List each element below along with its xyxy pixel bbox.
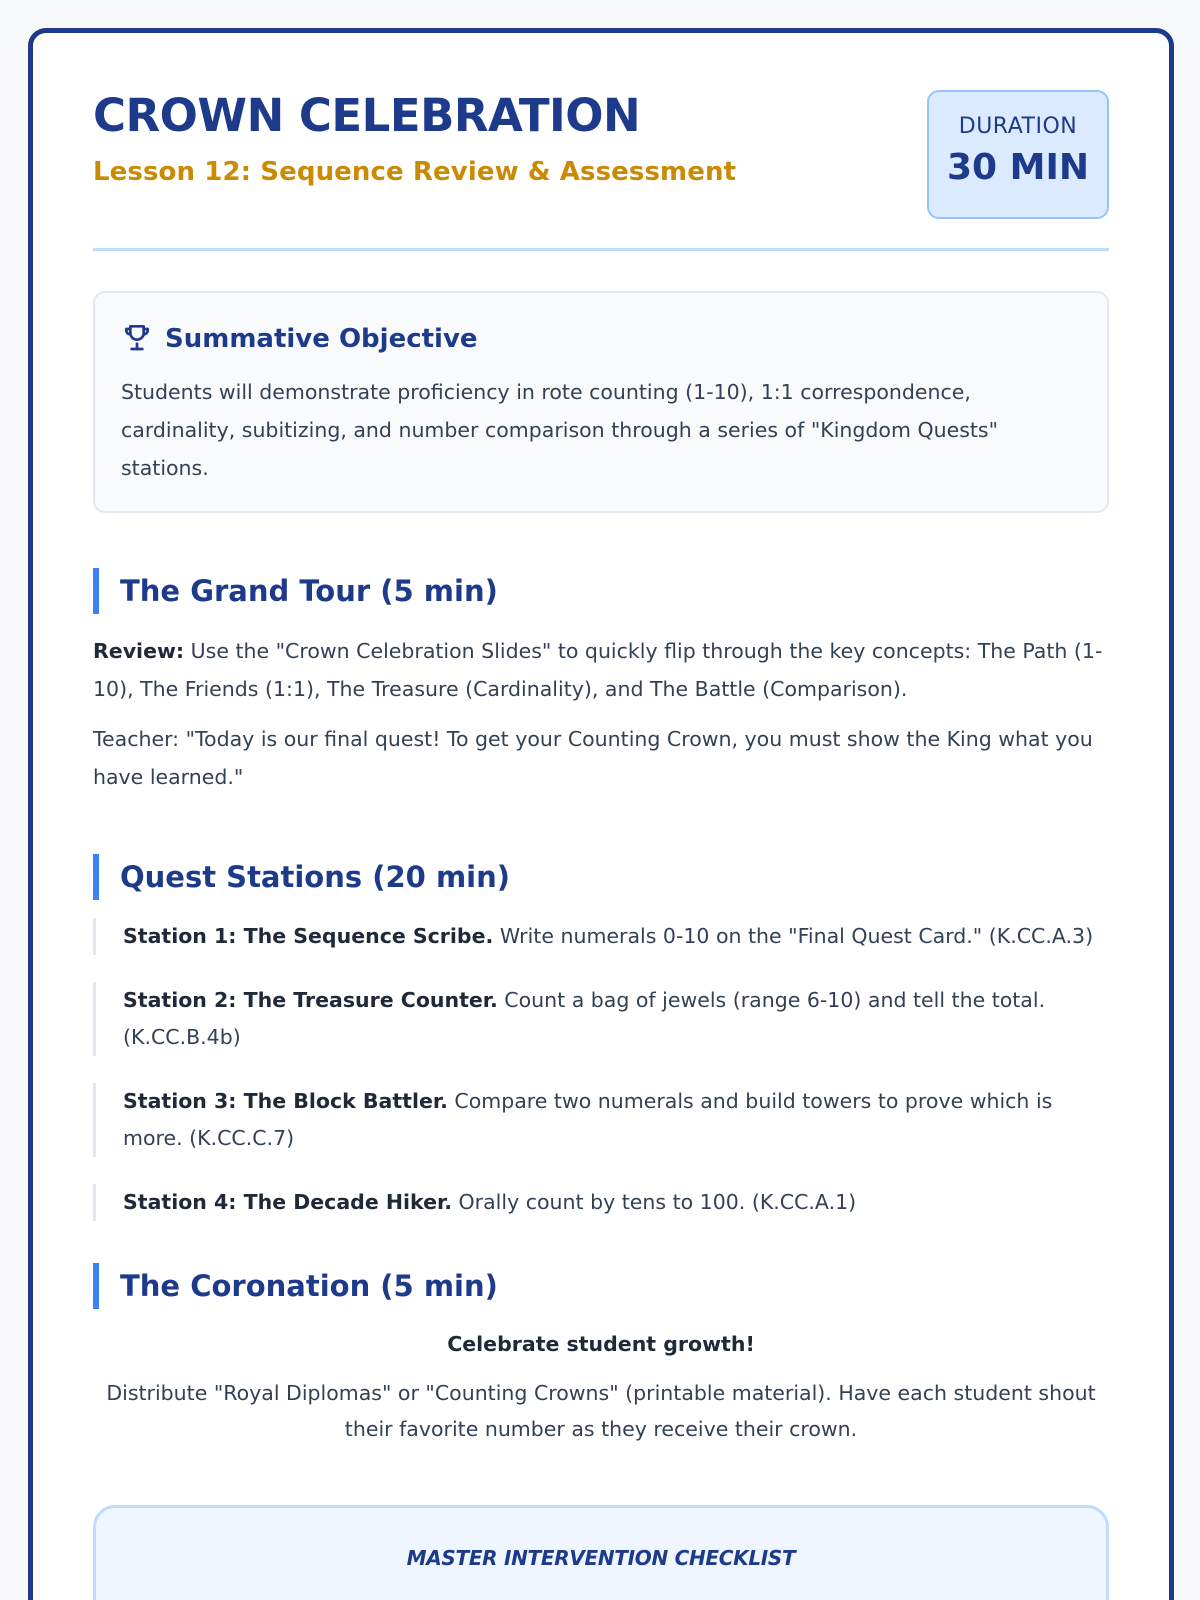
review-text: Use the "Crown Celebration Slides" to quickly flip through the key concepts: The Path (1-10), The Friends (1:1), The Treasure (Cardinality), and The Battle (Comparison). <box>93 639 1103 701</box>
quest-stations-heading: Quest Stations (20 min) <box>93 854 1109 900</box>
lesson-card <box>28 28 1174 1600</box>
station-text: Orally count by tens to 100. (K.CC.A.1) <box>452 1190 857 1214</box>
duration-badge <box>927 90 1109 219</box>
lesson-header <box>93 33 1109 251</box>
station-text: Write numerals 0-10 on the "Final Quest Card." (K.CC.A.3) <box>493 924 1094 948</box>
station-item <box>93 918 1109 955</box>
lesson-title: CROWN CELEBRATION <box>93 89 641 142</box>
station-label: Station 1: The Sequence Scribe. <box>123 924 494 948</box>
coronation-body <box>93 1325 1109 1447</box>
station-text: Count a bag of jewels (range 6-10) and tell the total. (K.CC.B.4b) <box>123 988 1046 1049</box>
station-item <box>93 982 1109 1056</box>
checklist-title: MASTER INTERVENTION CHECKLIST <box>406 1546 796 1570</box>
station-item <box>93 1083 1109 1157</box>
station-label: Station 4: The Decade Hiker. <box>123 1190 453 1214</box>
grand-tour-review <box>93 632 1109 708</box>
objective-title: Summative Objective <box>165 324 478 354</box>
grand-tour-teacher: Teacher: "Today is our final quest! To get your Counting Crown, you must show the King what you have learned." <box>93 727 1093 789</box>
duration-value: 30 MIN <box>947 147 1089 188</box>
intervention-checklist <box>93 1505 1109 1600</box>
stations-list <box>93 918 1109 1221</box>
review-label: Review: <box>93 639 185 663</box>
station-label: Station 3: The Block Battler. <box>123 1089 448 1113</box>
station-label: Station 2: The Treasure Counter. <box>123 988 498 1012</box>
trophy-icon <box>121 321 153 357</box>
objective-header <box>121 321 1081 357</box>
duration-label: DURATION <box>958 114 1078 139</box>
station-text: Compare two numerals and build towers to prove which is more. (K.CC.C.7) <box>123 1089 1053 1150</box>
grand-tour-heading: The Grand Tour (5 min) <box>93 568 1109 614</box>
lesson-subtitle: Lesson 12: Sequence Review & Assessment <box>93 157 737 187</box>
station-item <box>93 1184 1109 1221</box>
objective-text: Students will demonstrate proficiency in rote counting (1-10), 1:1 correspondence, cardinality, subitizing, and number comparison through a series of "Kingdom Quests" stations. <box>121 380 999 480</box>
coronation-text: Distribute "Royal Diplomas" or "Counting Crowns" (printable material). Have each student shout their favorite number as they receive their crown. <box>106 1381 1096 1441</box>
coronation-heading: The Coronation (5 min) <box>93 1263 1109 1309</box>
coronation-strong: Celebrate student growth! <box>447 1332 755 1356</box>
objective-box <box>93 291 1109 513</box>
